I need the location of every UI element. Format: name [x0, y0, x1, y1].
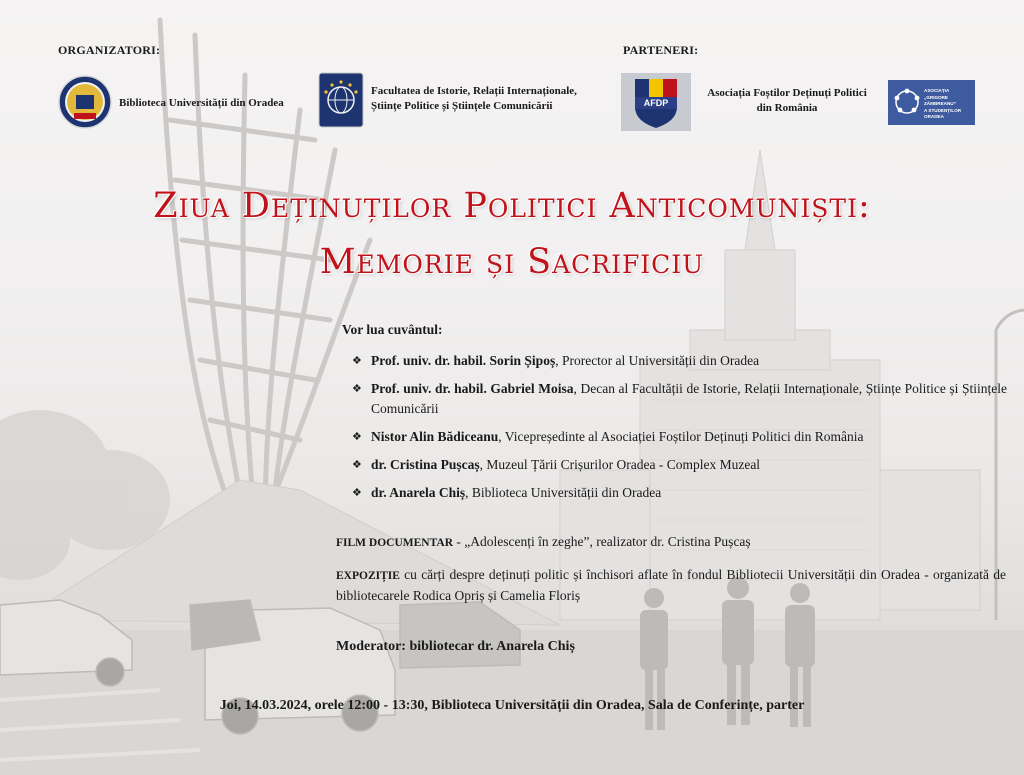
- university-library-seal-logo: [58, 75, 112, 129]
- speaker-role: , Vicepreședinte al Asociației Foștilor Deținuți Politici din România: [498, 429, 864, 444]
- speaker-role: , Muzeul Țării Crișurilor Oradea - Complex Muzeal: [479, 457, 761, 472]
- speaker-role: , Prorector al Universității din Oradea: [555, 353, 760, 368]
- diamond-bullet-icon: ❖: [352, 431, 362, 443]
- speaker-name: dr. Anarela Chiș: [371, 485, 466, 500]
- diamond-bullet-icon: ❖: [352, 459, 362, 471]
- speakers-list: [352, 351, 1007, 511]
- exhibition-text: cu cărți despre deținuți politic și închisori aflate în fondul Bibliotecii Universității din Oradea - organizată de bibliotecarele Rodica Opriș și Camelia Floriș: [336, 567, 1006, 603]
- student-association-logo: [888, 80, 975, 125]
- film-documentary: [336, 532, 1006, 553]
- diamond-bullet-icon: ❖: [352, 487, 362, 499]
- diamond-bullet-icon: ❖: [352, 355, 362, 367]
- moderator: Moderator: bibliotecar dr. Anarela Chiș: [336, 639, 575, 654]
- diamond-bullet-icon: ❖: [352, 383, 362, 395]
- speaker-item: [352, 379, 1007, 419]
- student-association-logo-text: ASOCIAȚIA „GRIGORE ZĂMBREANU” A STUDENȚILOR ORADEA: [924, 88, 962, 119]
- speaker-item: [352, 427, 1007, 447]
- speaker-item: [352, 351, 1007, 371]
- partner-afdp-name: [697, 86, 877, 116]
- partners-label: PARTENERI:: [623, 43, 699, 57]
- speaker-name: dr. Cristina Pușcaș: [371, 457, 480, 472]
- poster-title-line1: Ziua Deținuților Politici Anticomuniști:: [153, 186, 871, 226]
- speaker-name: Prof. univ. dr. habil. Sorin Șipoș: [371, 353, 556, 368]
- speaker-role: , Decan al Facultății de Istorie, Relații Internaționale, Științe Politice și Științele Comunicării: [371, 381, 1008, 416]
- partner-afdp-name-line2: din România: [756, 102, 818, 114]
- afdp-shield-logo: [621, 73, 691, 131]
- organizer-faculty-name: [371, 84, 577, 114]
- speaker-name: Nistor Alin Bădiceanu: [371, 429, 499, 444]
- event-date-location: Joi, 14.03.2024, orele 12:00 - 13:30, Biblioteca Universității din Oradea, Sala de Conferințe, parter: [219, 698, 805, 713]
- organizer-faculty-name-line2: Științe Politice și Științele Comunicării: [371, 100, 553, 112]
- organizer-faculty-name-line1: Facultatea de Istorie, Relații Internaționale,: [371, 85, 577, 97]
- speakers-label: Vor lua cuvântul:: [342, 322, 443, 337]
- film-text: - „Adolescenți în zeghe”, realizator dr. Cristina Pușcaș: [453, 534, 751, 549]
- organizers-label: ORGANIZATORI:: [58, 43, 161, 57]
- exhibition-label: EXPOZIȚIE: [336, 570, 400, 582]
- exhibition: [336, 565, 1006, 606]
- speaker-item: [352, 455, 1007, 475]
- film-label: FILM DOCUMENTAR: [336, 537, 454, 549]
- organizer-library-name: Biblioteca Universității din Oradea: [119, 97, 284, 109]
- speaker-name: Prof. univ. dr. habil. Gabriel Moisa: [371, 381, 574, 396]
- poster-title-line2: Memorie și Sacrificiu: [319, 242, 705, 282]
- speaker-role: , Biblioteca Universității din Oradea: [465, 485, 662, 500]
- speaker-item: [352, 483, 1007, 503]
- afdp-logo-text: AFDP: [643, 98, 669, 108]
- faculty-globe-logo: [318, 72, 364, 128]
- partner-afdp-name-line1: Asociația Foștilor Deținuți Politici: [707, 87, 867, 99]
